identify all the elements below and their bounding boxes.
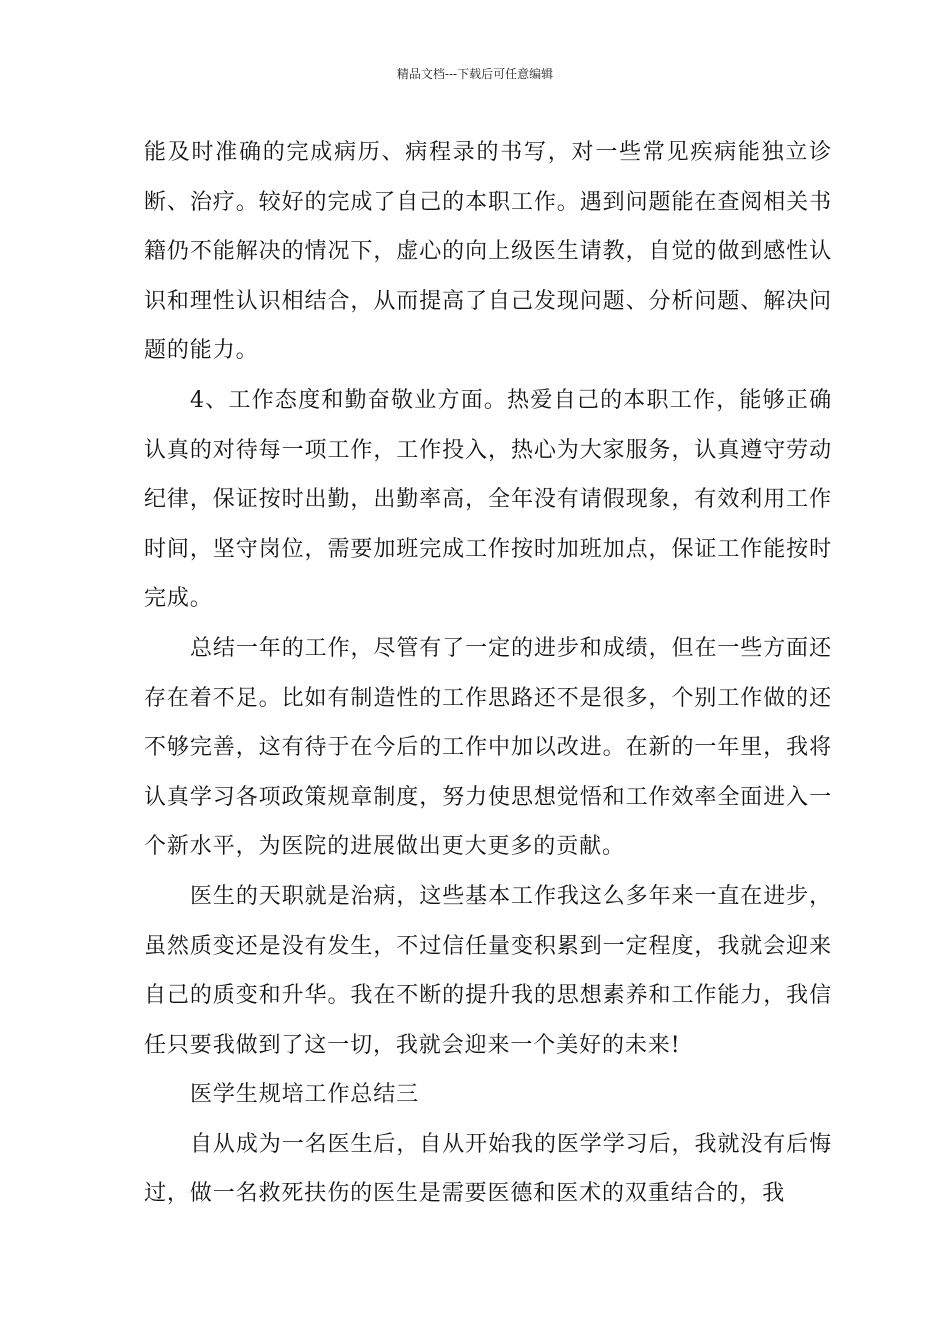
document-body [144, 128, 832, 1219]
paragraph-section-three-intro: 自从成为一名医生后，自从开始我的医学学习后，我就没有后悔过，做一名救死扶伤的医生是需要医德和医术的双重结合的，我 [144, 1131, 832, 1207]
section-title: 医学生规培工作总结三 [190, 1082, 420, 1108]
paragraph-year-summary: 总结一年的工作，尽管有了一定的进步和成绩，但在一些方面还存在着不足。比如有制造性的工作思路还不是很多，个别工作做的还不够完善，这有待于在今后的工作中加以改进。在新的一年里，我将认真学习各项政策规章制度，努力使思想觉悟和工作效率全面进入一个新水平，为医院的进展做出更大更多的贡献。 [144, 635, 832, 860]
paragraph-work-attitude: 4、工作态度和勤奋敬业方面。热爱自己的本职工作，能够正确认真的对待每一项工作，工作投入，热心为大家服务，认真遵守劳动纪律，保证按时出勤，出勤率高，全年没有请假现象，有效利用工作时间，坚守岗位，需要加班完成工作按时加班加点，保证工作能按时完成。 [144, 387, 832, 612]
paragraph-continued: 能及时准确的完成病历、病程录的书写，对一些常见疾病能独立诊断、治疗。较好的完成了自己的本职工作。遇到问题能在查阅相关书籍仍不能解决的情况下，虚心的向上级医生请教，自觉的做到感性认识和理性认识相结合，从而提高了自己发现问题、分析问题、解决问题的能力。 [144, 140, 832, 364]
paragraph-doctor-duty: 医生的天职就是治病，这些基本工作我这么多年来一直在进步，虽然质变还是没有发生，不过信任量变积累到一定程度，我就会迎来自己的质变和升华。我在不断的提升我的思想素养和工作能力，我信任只要我做到了这一切，我就会迎来一个美好的未来! [144, 883, 832, 1058]
page-header: 精品文档---下载后可任意编辑 [396, 67, 554, 81]
